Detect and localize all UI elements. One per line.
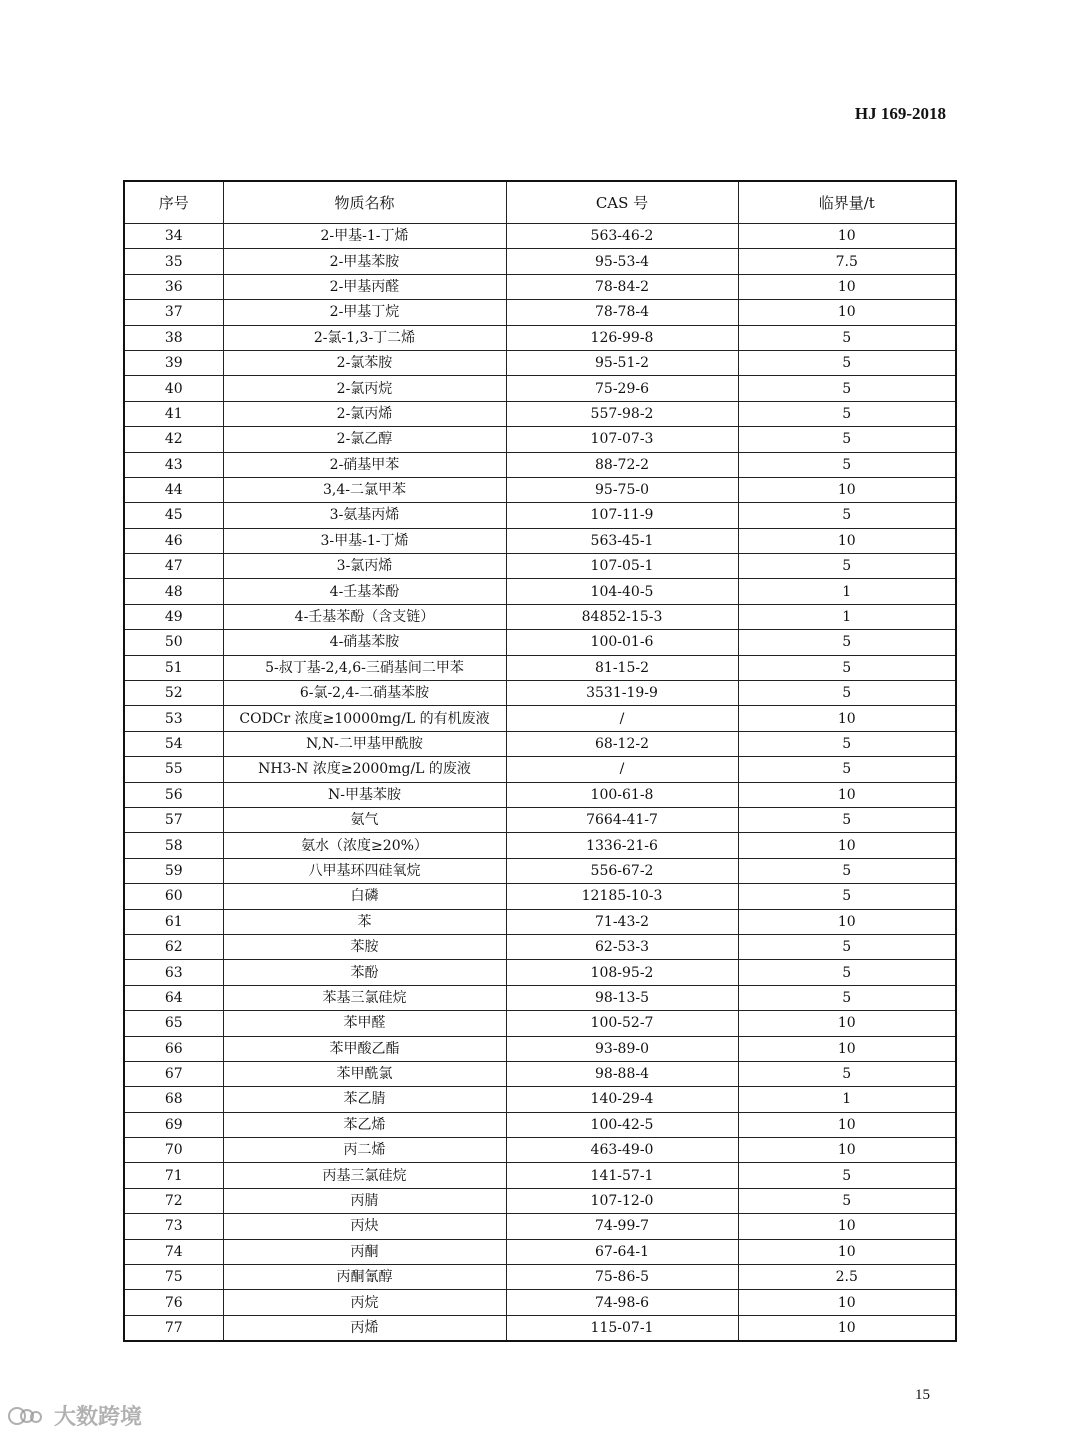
table-row	[124, 274, 956, 299]
cas-number-cell: 78-84-2	[506, 274, 738, 299]
critical-quantity-cell: 1	[738, 1087, 956, 1112]
table-row	[124, 1239, 956, 1264]
cas-number-cell: 100-01-6	[506, 630, 738, 655]
serial-number-cell: 50	[124, 630, 223, 655]
serial-number-cell: 48	[124, 579, 223, 604]
critical-quantity-cell: 7.5	[738, 249, 956, 274]
substance-name-cell: 丙炔	[223, 1214, 506, 1239]
substance-name-cell: N,N-二甲基甲酰胺	[223, 731, 506, 756]
critical-quantity-cell: 1	[738, 604, 956, 629]
cas-number-cell: 140-29-4	[506, 1087, 738, 1112]
critical-quantity-cell: 5	[738, 630, 956, 655]
table-row	[124, 300, 956, 325]
table-row	[124, 782, 956, 807]
substance-name-cell: 2-甲基-1-丁烯	[223, 224, 506, 249]
table-row	[124, 554, 956, 579]
substance-name-cell: 丙腈	[223, 1188, 506, 1213]
serial-number-cell: 75	[124, 1265, 223, 1290]
serial-number-cell: 44	[124, 477, 223, 502]
cas-number-cell: 107-11-9	[506, 503, 738, 528]
cas-number-cell: 108-95-2	[506, 960, 738, 985]
serial-number-cell: 65	[124, 1011, 223, 1036]
cas-number-cell: 98-13-5	[506, 985, 738, 1010]
table-row	[124, 985, 956, 1010]
cas-number-cell: 75-86-5	[506, 1265, 738, 1290]
watermark	[8, 1400, 142, 1431]
critical-quantity-cell: 5	[738, 503, 956, 528]
substance-name-cell: 2-氯苯胺	[223, 350, 506, 375]
critical-quantity-cell: 10	[738, 1011, 956, 1036]
cas-number-cell: 126-99-8	[506, 325, 738, 350]
serial-number-cell: 62	[124, 934, 223, 959]
substance-name-cell: 丙酮	[223, 1239, 506, 1264]
serial-number-cell: 56	[124, 782, 223, 807]
cas-number-cell: 95-51-2	[506, 350, 738, 375]
table-row	[124, 1188, 956, 1213]
substance-name-cell: 八甲基环四硅氧烷	[223, 858, 506, 883]
substance-name-cell: 白磷	[223, 884, 506, 909]
substance-name-cell: 丙二烯	[223, 1138, 506, 1163]
critical-quantity-cell: 10	[738, 274, 956, 299]
critical-quantity-cell: 5	[738, 452, 956, 477]
serial-number-cell: 35	[124, 249, 223, 274]
table-row	[124, 452, 956, 477]
serial-number-cell: 64	[124, 985, 223, 1010]
cas-number-cell: 3531-19-9	[506, 681, 738, 706]
critical-quantity-cell: 10	[738, 300, 956, 325]
critical-quantity-cell: 5	[738, 655, 956, 680]
serial-number-cell: 70	[124, 1138, 223, 1163]
critical-quantity-cell: 10	[738, 909, 956, 934]
table-row	[124, 833, 956, 858]
critical-quantity-cell: 1	[738, 579, 956, 604]
critical-quantity-cell: 5	[738, 325, 956, 350]
substance-name-cell: 丙酮氰醇	[223, 1265, 506, 1290]
substance-name-cell: 苯基三氯硅烷	[223, 985, 506, 1010]
critical-quantity-cell: 10	[738, 782, 956, 807]
table-header-row	[124, 181, 956, 224]
table-row	[124, 1214, 956, 1239]
cas-number-cell: 93-89-0	[506, 1036, 738, 1061]
critical-quantity-cell: 10	[738, 1315, 956, 1341]
cas-number-cell: 74-98-6	[506, 1290, 738, 1315]
document-code: HJ 169-2018	[854, 104, 946, 123]
substance-name-cell: NH3-N 浓度≥2000mg/L 的废液	[223, 757, 506, 782]
serial-number-cell: 42	[124, 427, 223, 452]
table-row	[124, 528, 956, 553]
serial-number-cell: 37	[124, 300, 223, 325]
critical-quantity-cell: 5	[738, 757, 956, 782]
table-row	[124, 807, 956, 832]
serial-number-cell: 73	[124, 1214, 223, 1239]
critical-quantity-cell: 5	[738, 1188, 956, 1213]
table-row	[124, 731, 956, 756]
serial-number-cell: 34	[124, 224, 223, 249]
table-row	[124, 1061, 956, 1086]
cas-number-cell: 62-53-3	[506, 934, 738, 959]
cas-number-cell: 104-40-5	[506, 579, 738, 604]
serial-number-cell: 66	[124, 1036, 223, 1061]
substance-name-cell: 4-硝基苯胺	[223, 630, 506, 655]
cas-number-cell: 100-52-7	[506, 1011, 738, 1036]
serial-number-cell: 40	[124, 376, 223, 401]
critical-quantity-cell: 10	[738, 224, 956, 249]
table-row	[124, 401, 956, 426]
cas-number-cell: 95-75-0	[506, 477, 738, 502]
critical-quantity-cell: 5	[738, 376, 956, 401]
substance-name-cell: 苯甲酰氯	[223, 1061, 506, 1086]
table-row	[124, 249, 956, 274]
table-row	[124, 579, 956, 604]
critical-quantity-cell: 10	[738, 1138, 956, 1163]
cas-number-cell: 81-15-2	[506, 655, 738, 680]
table-row	[124, 1138, 956, 1163]
substance-name-cell: 苯乙烯	[223, 1112, 506, 1137]
table-row	[124, 376, 956, 401]
cas-number-cell: 107-12-0	[506, 1188, 738, 1213]
cas-number-cell: 563-45-1	[506, 528, 738, 553]
substance-name-cell: 2-硝基甲苯	[223, 452, 506, 477]
cas-number-cell: 141-57-1	[506, 1163, 738, 1188]
critical-quantity-cell: 5	[738, 807, 956, 832]
table-row	[124, 1265, 956, 1290]
critical-quantity-cell: 2.5	[738, 1265, 956, 1290]
cas-number-cell: 563-46-2	[506, 224, 738, 249]
table-row	[124, 427, 956, 452]
cas-number-cell: 78-78-4	[506, 300, 738, 325]
critical-quantity-cell: 5	[738, 960, 956, 985]
critical-quantity-cell: 10	[738, 477, 956, 502]
cas-number-cell: 100-61-8	[506, 782, 738, 807]
cas-number-cell: 67-64-1	[506, 1239, 738, 1264]
serial-number-cell: 54	[124, 731, 223, 756]
cas-number-cell: 68-12-2	[506, 731, 738, 756]
substance-name-cell: 氨气	[223, 807, 506, 832]
table-row	[124, 1011, 956, 1036]
header-substance-name: 物质名称	[223, 181, 506, 224]
serial-number-cell: 63	[124, 960, 223, 985]
substance-name-cell: CODCr 浓度≥10000mg/L 的有机废液	[223, 706, 506, 731]
serial-number-cell: 59	[124, 858, 223, 883]
critical-quantity-cell: 5	[738, 681, 956, 706]
serial-number-cell: 71	[124, 1163, 223, 1188]
table-row	[124, 1315, 956, 1341]
serial-number-cell: 36	[124, 274, 223, 299]
critical-quantity-cell: 5	[738, 401, 956, 426]
serial-number-cell: 52	[124, 681, 223, 706]
table-row	[124, 884, 956, 909]
cas-number-cell: 12185-10-3	[506, 884, 738, 909]
cas-number-cell: /	[506, 757, 738, 782]
cas-number-cell: 115-07-1	[506, 1315, 738, 1341]
critical-quantity-cell: 10	[738, 1239, 956, 1264]
substance-name-cell: 4-壬基苯酚	[223, 579, 506, 604]
cas-number-cell: /	[506, 706, 738, 731]
substance-name-cell: 5-叔丁基-2,4,6-三硝基间二甲苯	[223, 655, 506, 680]
critical-quantity-cell: 5	[738, 985, 956, 1010]
serial-number-cell: 72	[124, 1188, 223, 1213]
cas-number-cell: 98-88-4	[506, 1061, 738, 1086]
substance-name-cell: 苯甲酸乙酯	[223, 1036, 506, 1061]
cas-number-cell: 84852-15-3	[506, 604, 738, 629]
serial-number-cell: 38	[124, 325, 223, 350]
cas-number-cell: 74-99-7	[506, 1214, 738, 1239]
serial-number-cell: 53	[124, 706, 223, 731]
table-row	[124, 960, 956, 985]
substance-name-cell: 3,4-二氯甲苯	[223, 477, 506, 502]
serial-number-cell: 45	[124, 503, 223, 528]
table-row	[124, 224, 956, 249]
table-row	[124, 681, 956, 706]
substance-name-cell: 苯乙腈	[223, 1087, 506, 1112]
substance-name-cell: 6-氯-2,4-二硝基苯胺	[223, 681, 506, 706]
serial-number-cell: 74	[124, 1239, 223, 1264]
substance-name-cell: 苯	[223, 909, 506, 934]
substance-name-cell: 丙烯	[223, 1315, 506, 1341]
header-cas-number: CAS 号	[506, 181, 738, 224]
serial-number-cell: 68	[124, 1087, 223, 1112]
cas-number-cell: 107-07-3	[506, 427, 738, 452]
serial-number-cell: 49	[124, 604, 223, 629]
critical-quantity-cell: 10	[738, 833, 956, 858]
serial-number-cell: 69	[124, 1112, 223, 1137]
cas-number-cell: 7664-41-7	[506, 807, 738, 832]
substance-name-cell: N-甲基苯胺	[223, 782, 506, 807]
serial-number-cell: 47	[124, 554, 223, 579]
table-row	[124, 350, 956, 375]
watermark-text: 大数跨境	[54, 1405, 143, 1430]
table-row	[124, 604, 956, 629]
table-row	[124, 1036, 956, 1061]
serial-number-cell: 57	[124, 807, 223, 832]
substance-name-cell: 苯酚	[223, 960, 506, 985]
substance-name-cell: 3-氯丙烯	[223, 554, 506, 579]
critical-quantity-cell: 10	[738, 1290, 956, 1315]
substance-name-cell: 丙基三氯硅烷	[223, 1163, 506, 1188]
cas-number-cell: 100-42-5	[506, 1112, 738, 1137]
cas-number-cell: 463-49-0	[506, 1138, 738, 1163]
table-row	[124, 325, 956, 350]
page-number: 15	[915, 1387, 930, 1403]
critical-quantity-cell: 5	[738, 731, 956, 756]
table-row	[124, 706, 956, 731]
critical-quantity-cell: 10	[738, 706, 956, 731]
serial-number-cell: 76	[124, 1290, 223, 1315]
substance-name-cell: 2-甲基苯胺	[223, 249, 506, 274]
critical-quantity-cell: 5	[738, 884, 956, 909]
cas-number-cell: 71-43-2	[506, 909, 738, 934]
cas-number-cell: 1336-21-6	[506, 833, 738, 858]
serial-number-cell: 58	[124, 833, 223, 858]
critical-quantity-cell: 10	[738, 528, 956, 553]
table-row	[124, 655, 956, 680]
serial-number-cell: 55	[124, 757, 223, 782]
table-row	[124, 1163, 956, 1188]
serial-number-cell: 46	[124, 528, 223, 553]
serial-number-cell: 60	[124, 884, 223, 909]
substance-name-cell: 2-氯乙醇	[223, 427, 506, 452]
serial-number-cell: 61	[124, 909, 223, 934]
cas-number-cell: 75-29-6	[506, 376, 738, 401]
substance-name-cell: 2-氯丙烯	[223, 401, 506, 426]
table-row	[124, 1087, 956, 1112]
substance-name-cell: 氨水（浓度≥20%）	[223, 833, 506, 858]
substance-name-cell: 苯胺	[223, 934, 506, 959]
table-body	[124, 224, 956, 1342]
cas-number-cell: 107-05-1	[506, 554, 738, 579]
serial-number-cell: 77	[124, 1315, 223, 1341]
substance-name-cell: 4-壬基苯酚（含支链）	[223, 604, 506, 629]
table-row	[124, 1290, 956, 1315]
substance-name-cell: 3-甲基-1-丁烯	[223, 528, 506, 553]
cas-number-cell: 557-98-2	[506, 401, 738, 426]
critical-quantity-cell: 5	[738, 858, 956, 883]
critical-quantity-cell: 5	[738, 1163, 956, 1188]
cas-number-cell: 88-72-2	[506, 452, 738, 477]
header-critical-quantity: 临界量/t	[738, 181, 956, 224]
critical-quantity-cell: 10	[738, 1036, 956, 1061]
substance-name-cell: 苯甲醛	[223, 1011, 506, 1036]
critical-quantity-cell: 5	[738, 934, 956, 959]
critical-quantity-cell: 10	[738, 1112, 956, 1137]
header-serial-number: 序号	[124, 181, 223, 224]
substance-name-cell: 3-氨基丙烯	[223, 503, 506, 528]
serial-number-cell: 51	[124, 655, 223, 680]
serial-number-cell: 43	[124, 452, 223, 477]
brand-logo-icon	[8, 1405, 48, 1427]
table-row	[124, 477, 956, 502]
table-row	[124, 1112, 956, 1137]
cas-number-cell: 95-53-4	[506, 249, 738, 274]
serial-number-cell: 67	[124, 1061, 223, 1086]
critical-quantity-cell: 5	[738, 1061, 956, 1086]
cas-number-cell: 556-67-2	[506, 858, 738, 883]
critical-quantity-cell: 5	[738, 427, 956, 452]
table-row	[124, 757, 956, 782]
critical-quantity-cell: 10	[738, 1214, 956, 1239]
substance-name-cell: 2-甲基丙醛	[223, 274, 506, 299]
substance-name-cell: 丙烷	[223, 1290, 506, 1315]
serial-number-cell: 41	[124, 401, 223, 426]
table-row	[124, 503, 956, 528]
table-row	[124, 934, 956, 959]
table-row	[124, 858, 956, 883]
table-row	[124, 630, 956, 655]
critical-quantity-cell: 5	[738, 350, 956, 375]
substance-name-cell: 2-氯丙烷	[223, 376, 506, 401]
substance-table	[123, 180, 957, 1342]
table-row	[124, 909, 956, 934]
substance-name-cell: 2-氯-1,3-丁二烯	[223, 325, 506, 350]
substance-name-cell: 2-甲基丁烷	[223, 300, 506, 325]
serial-number-cell: 39	[124, 350, 223, 375]
critical-quantity-cell: 5	[738, 554, 956, 579]
